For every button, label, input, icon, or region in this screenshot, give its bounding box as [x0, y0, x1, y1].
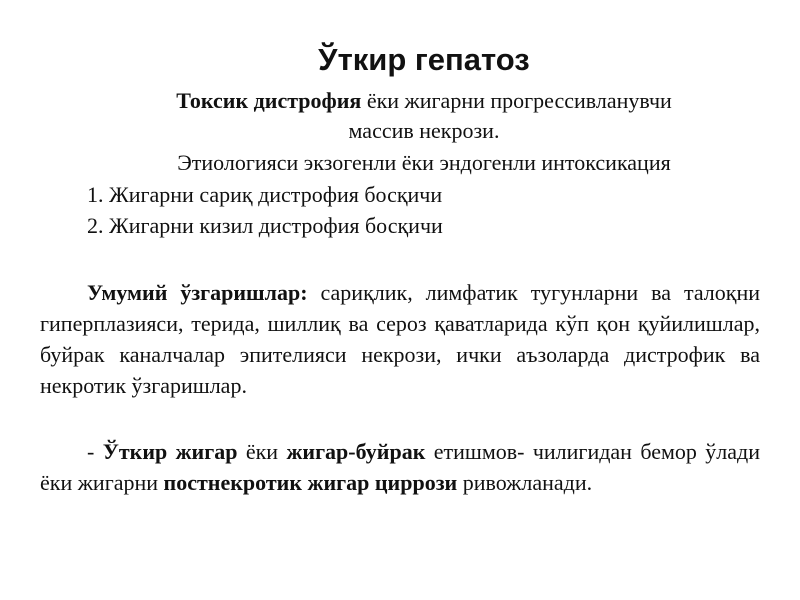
outcome-suffix: ривожланади. [457, 470, 593, 495]
outcome-bold-2: жигар-буйрак [286, 439, 426, 464]
outcome-bold-3: постнекротик жигар циррози [163, 470, 458, 495]
definition-line-1 [0, 86, 800, 116]
slide-title: Ўткир гепатоз [318, 42, 530, 77]
outcome-bold-1: Ўткир жигар [102, 439, 238, 464]
outcome-mid-1: ёки [237, 439, 287, 464]
definition-line-2: массив некрози. [348, 118, 500, 143]
definition-term: Токсик дистрофия [176, 88, 362, 113]
outcome-paragraph [40, 436, 760, 498]
stage-item-2: 2. Жигарни кизил дистрофия босқичи [87, 213, 443, 238]
definition-text-1: ёки жигарни прогрессивланувчи [361, 88, 672, 113]
general-changes-text: сариқлик, лимфатик тугунларни ва талоқни гиперплазияси, терида, шиллиқ ва сероз қаватларида кўп қон қуйилишлар, буйрак каналчалар эпителияси некрози, ички аъзоларда дистрофик ва некротик ўзгаришлар. [40, 280, 761, 398]
stage-item-1: 1. Жигарни сариқ дистрофия босқичи [87, 182, 443, 207]
general-changes-label: Умумий ўзгаришлар: [87, 280, 308, 305]
etiology-line: Этиологияси экзоген​ли ёки эндогенли интоксикация [177, 150, 671, 175]
outcome-prefix: - [87, 439, 103, 464]
outcome-mid-2: етишмов- чилигидан бемор ўлади ёки жигарни [40, 439, 760, 495]
general-changes-paragraph [40, 277, 760, 401]
